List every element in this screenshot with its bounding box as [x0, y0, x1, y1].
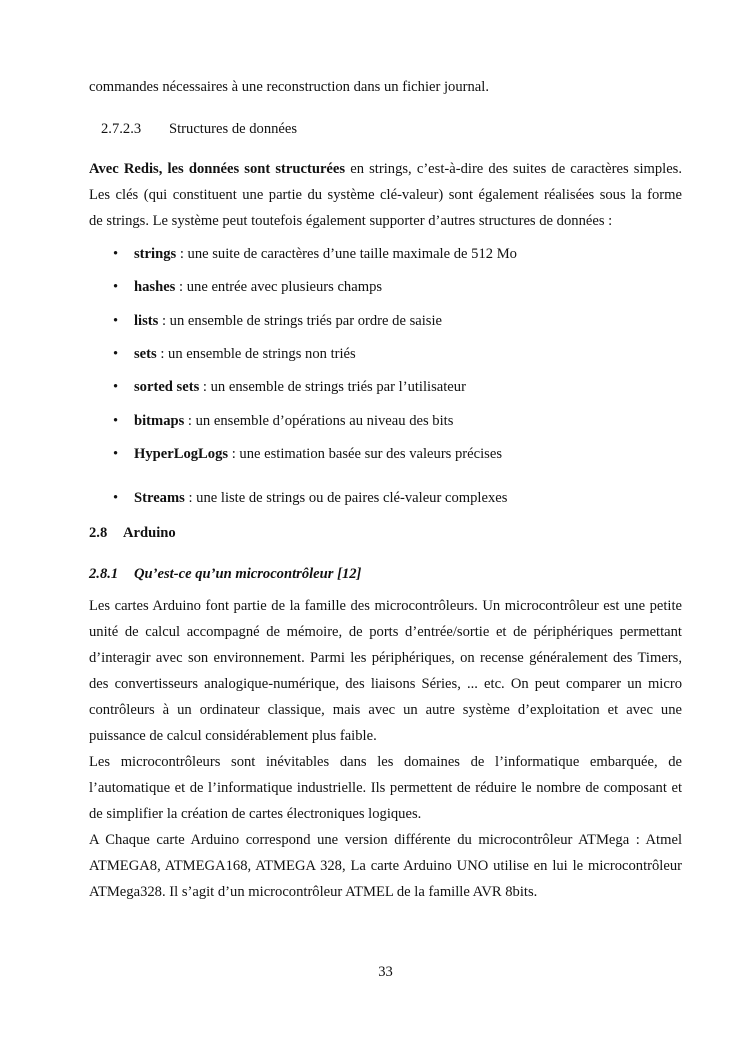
bullet-icon: • [113, 246, 119, 262]
arduino-paragraph-line: Les cartes Arduino font partie de la famille des microcontrôleurs. Un microcontrôleur est une petite [89, 598, 682, 614]
list-item-desc: : une entrée avec plusieurs champs [175, 279, 383, 295]
list-item-desc: : un ensemble d’opérations au niveau des bits [184, 413, 454, 429]
section-title: Structures de données [169, 121, 298, 137]
list-item-term: lists [134, 313, 159, 329]
list-item-term: sorted sets [134, 379, 200, 395]
arduino-paragraph-line: Les microcontrôleurs sont inévitables dans les domaines de l’informatique embarquée, de [89, 754, 682, 770]
section-number: 2.8.1 [89, 566, 119, 582]
bullet-icon: • [113, 490, 119, 506]
section-number: 2.7.2.3 [101, 121, 142, 137]
redis-bold-lead: Avec Redis, les données sont structurées [89, 161, 346, 177]
redis-paragraph-line-2: Les clés (qui constituent une partie du système clé-valeur) sont également réalisées sous la forme [89, 187, 682, 203]
arduino-paragraph-line: ATMEGA8, ATMEGA168, ATMEGA 328, La carte Arduino UNO utilise en lui le microcontrôleur [89, 858, 682, 874]
list-item-desc: : une liste de strings ou de paires clé-valeur complexes [184, 490, 508, 506]
bullet-icon: • [113, 279, 119, 295]
list-item-desc: : un ensemble de strings non triés [156, 346, 356, 362]
list-item-term: strings [134, 246, 177, 262]
section-2-7-2-3-heading [101, 121, 297, 138]
bullet-icon: • [113, 313, 119, 329]
list-item-desc: : une estimation basée sur des valeurs précises [228, 446, 503, 462]
arduino-paragraph-line: des convertisseurs analogique-numérique, des liaisons Séries, ... etc. On peut comparer un micro [89, 676, 682, 692]
list-item-term: HyperLogLogs [134, 446, 229, 462]
bullet-icon: • [113, 413, 119, 429]
redis-paragraph-line-1 [89, 161, 682, 178]
list-item-term: bitmaps [134, 413, 185, 429]
bullet-icon: • [113, 346, 119, 362]
arduino-paragraph-line: l’automatique et de l’informatique industrielle. Ils permettent de réduire le nombre de composant et [89, 780, 682, 796]
list-item-desc: : un ensemble de strings triés par l’utilisateur [199, 379, 466, 395]
list-item-desc: : une suite de caractères d’une taille maximale de 512 Mo [176, 246, 517, 262]
arduino-paragraph-line: A Chaque carte Arduino correspond une version différente du microcontrôleur ATMega : Atmel [89, 832, 682, 848]
arduino-paragraph-line: de simplifier la création de cartes électroniques logiques. [89, 806, 422, 822]
bullet-icon: • [113, 379, 119, 395]
section-title: Arduino [123, 525, 176, 541]
arduino-paragraph-line: d’interagir avec son environnement. Parmi les périphériques, on recense généralement des Timers, [89, 650, 682, 666]
page-number: 33 [378, 964, 393, 980]
arduino-paragraph-line: ATMega328. Il s’agit d’un microcontrôleur ATMEL de la famille AVR 8bits. [89, 884, 538, 900]
arduino-paragraph-line: contrôleurs à un ordinateur classique, mais avec un autre système d’exploitation et avec une [89, 702, 682, 718]
section-2-8-1-heading [89, 566, 361, 583]
list-item-term: Streams [134, 490, 185, 506]
arduino-paragraph-line: unité de calcul accompagné de mémoire, de ports d’entrée/sortie et de périphériques permettant [89, 624, 682, 640]
section-title: Qu’est-ce qu’un microcontrôleur [12] [134, 566, 362, 582]
bullet-icon: • [113, 446, 119, 462]
arduino-paragraph-line: puissance de calcul considérablement plus faible. [89, 728, 377, 744]
list-item-term: hashes [134, 279, 176, 295]
list-item-term: sets [134, 346, 157, 362]
list-item-desc: : un ensemble de strings triés par ordre de saisie [158, 313, 443, 329]
section-number: 2.8 [89, 525, 108, 541]
intro-line: commandes nécessaires à une reconstruction dans un fichier journal. [89, 79, 489, 95]
redis-line-1-rest: en strings, c’est-à-dire des suites de caractères simples. [345, 161, 683, 177]
redis-paragraph-line-3: de strings. Le système peut toutefois également supporter d’autres structures de données : [89, 213, 613, 229]
section-2-8-heading [89, 525, 176, 542]
